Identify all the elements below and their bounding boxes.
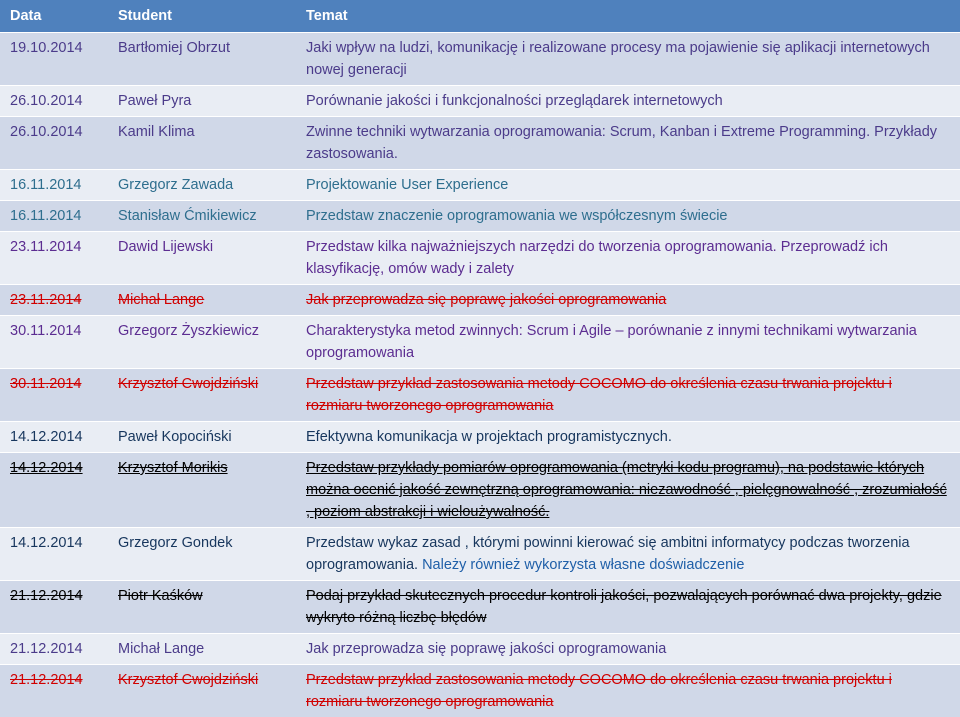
date-cell: 19.10.2014 bbox=[0, 33, 108, 86]
topic-cell: Przedstaw przykład zastosowania metody COCOMO do określenia czasu trwania projektu i rozmiaru tworzonego oprogramowania bbox=[296, 369, 960, 422]
topic-cell: Efektywna komunikacja w projektach programistycznych. bbox=[296, 422, 960, 453]
date-cell: 26.10.2014 bbox=[0, 86, 108, 117]
student-cell: Paweł Pyra bbox=[108, 86, 296, 117]
date-cell: 23.11.2014 bbox=[0, 232, 108, 285]
topic-cell: Jaki wpływ na ludzi, komunikację i realizowane procesy ma pojawienie się aplikacji internetowych nowej generacji bbox=[296, 33, 960, 86]
student-cell: Michał Lange bbox=[108, 634, 296, 665]
header-date: Data bbox=[0, 0, 108, 33]
date-cell: 16.11.2014 bbox=[0, 170, 108, 201]
student-cell: Piotr Kaśków bbox=[108, 581, 296, 634]
topic-cell: Zwinne techniki wytwarzania oprogramowania: Scrum, Kanban i Extreme Programming. Przykłady zastosowania. bbox=[296, 117, 960, 170]
student-cell: Michał Lange bbox=[108, 285, 296, 316]
topic-cell: Porównanie jakości i funkcjonalności przeglądarek internetowych bbox=[296, 86, 960, 117]
table-row bbox=[0, 528, 960, 581]
student-cell: Kamil Klima bbox=[108, 117, 296, 170]
date-cell: 21.12.2014 bbox=[0, 581, 108, 634]
topic-cell: Przedstaw kilka najważniejszych narzędzi do tworzenia oprogramowania. Przeprowadź ich klasyfikację, omów wady i zalety bbox=[296, 232, 960, 285]
topic-cell: Projektowanie User Experience bbox=[296, 170, 960, 201]
topic-cell: Jak przeprowadza się poprawę jakości oprogramowania bbox=[296, 634, 960, 665]
topic-cell: Przedstaw przykład zastosowania metody COCOMO do określenia czasu trwania projektu i rozmiaru tworzonego oprogramowania bbox=[296, 665, 960, 717]
student-cell: Paweł Kopociński bbox=[108, 422, 296, 453]
table-row bbox=[0, 316, 960, 369]
date-cell: 21.12.2014 bbox=[0, 634, 108, 665]
date-cell: 21.12.2014 bbox=[0, 665, 108, 717]
table-body bbox=[0, 33, 960, 717]
table-row bbox=[0, 170, 960, 201]
topic-cell: Przedstaw przykłady pomiarów oprogramowania (metryki kodu programu), na podstawie których można ocenić jakość zewnętrzną oprogramowania: niezawodność , pielęgnowalność , zrozumiałość , poziom abstrakcji i wieloużywalność. bbox=[296, 453, 960, 528]
date-cell: 23.11.2014 bbox=[0, 285, 108, 316]
student-cell: Grzegorz Żyszkiewicz bbox=[108, 316, 296, 369]
student-cell: Stanisław Ćmikiewicz bbox=[108, 201, 296, 232]
student-cell: Krzysztof Cwojdziński bbox=[108, 665, 296, 717]
date-cell: 30.11.2014 bbox=[0, 369, 108, 422]
table-row bbox=[0, 369, 960, 422]
date-cell: 14.12.2014 bbox=[0, 528, 108, 581]
table-header bbox=[0, 0, 960, 33]
header-row bbox=[0, 0, 960, 33]
student-cell: Dawid Lijewski bbox=[108, 232, 296, 285]
student-cell: Bartłomiej Obrzut bbox=[108, 33, 296, 86]
date-cell: 26.10.2014 bbox=[0, 117, 108, 170]
topic-cell: Jak przeprowadza się poprawę jakości oprogramowania bbox=[296, 285, 960, 316]
table-row bbox=[0, 33, 960, 86]
table-row bbox=[0, 422, 960, 453]
student-cell: Krzysztof Morikis bbox=[108, 453, 296, 528]
student-cell: Grzegorz Zawada bbox=[108, 170, 296, 201]
table-row bbox=[0, 665, 960, 717]
topic-text-accent: Należy również wykorzysta własne doświadczenie bbox=[422, 557, 744, 573]
date-cell: 14.12.2014 bbox=[0, 453, 108, 528]
topic-cell bbox=[296, 528, 960, 581]
header-topic: Temat bbox=[296, 0, 960, 33]
topic-cell: Przedstaw znaczenie oprogramowania we współczesnym świecie bbox=[296, 201, 960, 232]
table-row bbox=[0, 453, 960, 528]
table-row bbox=[0, 117, 960, 170]
table-row bbox=[0, 201, 960, 232]
table-row bbox=[0, 581, 960, 634]
table-row bbox=[0, 232, 960, 285]
topic-cell: Podaj przykład skutecznych procedur kontroli jakości, pozwalających porównać dwa projekty, gdzie wykryto różną liczbę błędów bbox=[296, 581, 960, 634]
date-cell: 30.11.2014 bbox=[0, 316, 108, 369]
date-cell: 16.11.2014 bbox=[0, 201, 108, 232]
table-row bbox=[0, 634, 960, 665]
student-cell: Krzysztof Cwojdziński bbox=[108, 369, 296, 422]
header-student: Student bbox=[108, 0, 296, 33]
student-cell: Grzegorz Gondek bbox=[108, 528, 296, 581]
topic-cell: Charakterystyka metod zwinnych: Scrum i Agile – porównanie z innymi technikami wytwarzania oprogramowania bbox=[296, 316, 960, 369]
date-cell: 14.12.2014 bbox=[0, 422, 108, 453]
topic-text: Przedstaw wykaz zasad , którymi powinni kierować się ambitni informatycy podczas tworzenia oprogramowania. bbox=[306, 535, 910, 573]
table-row bbox=[0, 285, 960, 316]
table-row bbox=[0, 86, 960, 117]
